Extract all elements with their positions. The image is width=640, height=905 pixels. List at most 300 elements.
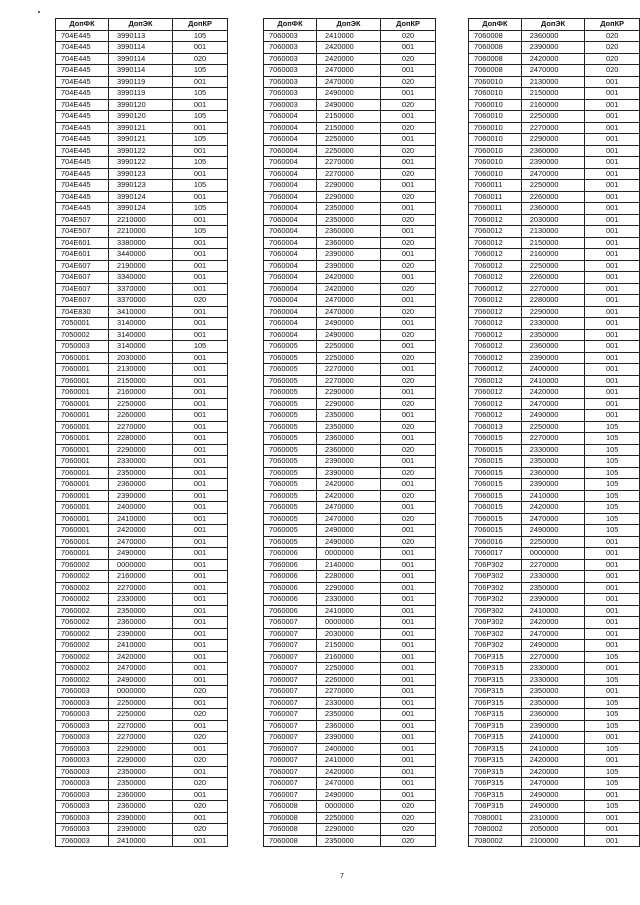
table-cell: 7060005 [264,433,317,445]
table-cell: 7060001 [56,398,109,410]
table-cell: 7060007 [264,686,317,698]
table-cell: 105 [173,226,228,238]
table-cell: 2390000 [521,157,585,169]
table-cell: 105 [173,180,228,192]
table-row [469,352,640,364]
table-cell: 020 [173,778,228,790]
table-cell: 7060012 [469,398,522,410]
table-cell: 2470000 [521,513,585,525]
table-cell: 001 [381,410,436,422]
table-row [56,812,228,824]
table-cell: 704E445 [56,30,109,42]
table-row [264,180,436,192]
table-cell: 2330000 [521,663,585,675]
table-row [264,548,436,560]
table-row [264,203,436,215]
table-cell: 001 [381,594,436,606]
table-row [469,65,640,77]
table-cell: 001 [173,364,228,376]
table-cell: 7060001 [56,490,109,502]
table-row [56,467,228,479]
table-cell: 2470000 [317,65,381,77]
table-row [56,421,228,433]
table-row [264,663,436,675]
table-row [264,732,436,744]
table-row [264,352,436,364]
table-cell: 2290000 [317,398,381,410]
table-cell: 7060001 [56,536,109,548]
table-row [469,720,640,732]
table-cell: 7060005 [264,364,317,376]
table-cell: 2390000 [317,249,381,261]
table-cell: 105 [585,444,640,456]
table-cell: 2250000 [317,134,381,146]
table-cell: 105 [585,525,640,537]
table-cell: 001 [585,111,640,123]
table-cell: 001 [585,410,640,422]
table-cell: 7060006 [264,548,317,560]
page-number: 7 [340,873,344,880]
table-row [264,364,436,376]
table-cell: 105 [585,513,640,525]
table-cell: 2160000 [317,651,381,663]
table-cell: 2490000 [109,548,173,560]
table-cell: 001 [585,295,640,307]
table-cell: 2420000 [521,387,585,399]
table-cell: 2420000 [317,490,381,502]
table-cell: 3140000 [109,318,173,330]
table-cell: 2420000 [521,53,585,65]
table-cell: 001 [585,76,640,88]
table-row [469,617,640,629]
table-cell: 2360000 [521,709,585,721]
table-cell: 2030000 [109,352,173,364]
header-row [56,19,228,31]
table-cell: 001 [381,743,436,755]
table-row [469,214,640,226]
table-cell: 7060008 [469,42,522,54]
table-cell: 7060004 [264,191,317,203]
table-cell: 3990121 [109,134,173,146]
table-cell: 001 [173,260,228,272]
table-row [264,421,436,433]
column-header: ДопФК [264,19,317,31]
table-row [264,341,436,353]
table-cell: 7060007 [264,743,317,755]
table-cell: 2270000 [109,582,173,594]
table-cell: 7060005 [264,398,317,410]
table-cell: 2470000 [521,628,585,640]
table-cell: 2470000 [317,295,381,307]
table-cell: 7060004 [264,145,317,157]
table-cell: 2470000 [317,502,381,514]
table-cell: 2490000 [317,88,381,100]
table-cell: 7060001 [56,364,109,376]
table-cell: 7060005 [264,341,317,353]
table-cell: 7080002 [469,835,522,847]
table-cell: 2290000 [317,191,381,203]
table-cell: 020 [381,421,436,433]
column-header: ДопФК [56,19,109,31]
table-cell: 2360000 [521,30,585,42]
table-cell: 105 [585,697,640,709]
table-cell: 3990114 [109,42,173,54]
table-cell: 7060012 [469,352,522,364]
table-cell: 2360000 [521,341,585,353]
table-cell: 001 [173,249,228,261]
table-row [469,364,640,376]
table-cell: 2420000 [317,479,381,491]
table-cell: 2390000 [317,467,381,479]
table-row [264,88,436,100]
table-row [469,111,640,123]
table-cell: 706P302 [469,628,522,640]
table-cell: 7060001 [56,433,109,445]
table-cell: 2250000 [317,663,381,675]
table-cell: 001 [585,686,640,698]
table-cell: 001 [585,145,640,157]
table-cell: 020 [381,53,436,65]
table-cell: 2280000 [317,571,381,583]
table-cell: 001 [585,180,640,192]
data-table-middle [263,18,436,847]
table-row [469,191,640,203]
table-cell: 020 [173,755,228,767]
table-row [264,295,436,307]
table-row [264,479,436,491]
table-cell: 2490000 [521,410,585,422]
table-row [56,134,228,146]
table-cell: 105 [173,203,228,215]
table-cell: 2270000 [521,122,585,134]
table-row [264,65,436,77]
table-row [264,525,436,537]
table-row [469,766,640,778]
table-cell: 001 [381,617,436,629]
table-cell: 001 [381,318,436,330]
table-row [264,122,436,134]
table-cell: 2360000 [109,617,173,629]
table-cell: 001 [585,398,640,410]
table-cell: 001 [381,272,436,284]
table-row [56,387,228,399]
table-cell: 7060002 [56,663,109,675]
table-cell: 001 [381,42,436,54]
table-row [56,686,228,698]
table-cell: 7060008 [469,30,522,42]
table-cell: 2360000 [317,226,381,238]
table-cell: 020 [381,375,436,387]
table-cell: 706P315 [469,686,522,698]
table-cell: 7060005 [264,421,317,433]
table-cell: 7060003 [56,766,109,778]
table-cell: 704E445 [56,111,109,123]
table-cell: 3990120 [109,99,173,111]
table-cell: 001 [585,536,640,548]
table-cell: 2150000 [317,111,381,123]
table-cell: 7060001 [56,387,109,399]
table-row [264,444,436,456]
table-cell: 704E445 [56,122,109,134]
table-cell: 2410000 [317,30,381,42]
table-cell: 7060003 [264,76,317,88]
table-row [56,329,228,341]
table-cell: 001 [173,594,228,606]
table-cell: 2360000 [317,444,381,456]
table-cell: 706P302 [469,582,522,594]
table-cell: 2290000 [109,743,173,755]
table-row [469,605,640,617]
table-cell: 020 [381,306,436,318]
table-row [56,191,228,203]
table-cell: 7060010 [469,134,522,146]
table-row [469,375,640,387]
table-cell: 706P302 [469,617,522,629]
table-row [469,444,640,456]
table-row [56,111,228,123]
table-cell: 2490000 [317,789,381,801]
table-cell: 7060002 [56,605,109,617]
table-cell: 7060004 [264,226,317,238]
table-cell: 001 [585,387,640,399]
table-cell: 3990122 [109,157,173,169]
table-cell: 001 [381,789,436,801]
table-row [469,134,640,146]
table-cell: 7060001 [56,502,109,514]
table-cell: 020 [381,467,436,479]
table-cell: 001 [173,789,228,801]
table-row [56,42,228,54]
table-row [56,835,228,847]
table-row [469,502,640,514]
table-cell: 001 [381,640,436,652]
table-cell: 2470000 [317,76,381,88]
table-row [56,444,228,456]
table-cell: 3370000 [109,283,173,295]
table-cell: 2470000 [521,778,585,790]
table-row [469,180,640,192]
table-cell: 7060003 [56,824,109,836]
table-row [469,536,640,548]
table-cell: 7060012 [469,364,522,376]
table-cell: 001 [173,329,228,341]
table-row [469,318,640,330]
table-row [264,640,436,652]
table-cell: 7060012 [469,295,522,307]
table-cell: 020 [381,444,436,456]
table-row [264,709,436,721]
table-row [56,375,228,387]
table-cell: 704E445 [56,99,109,111]
column-header: ДопКР [585,19,640,31]
table-row [56,559,228,571]
table-cell: 2400000 [109,502,173,514]
table-cell: 001 [585,812,640,824]
table-row [56,398,228,410]
table-row [469,53,640,65]
table-cell: 704E445 [56,203,109,215]
table-cell: 7060006 [264,594,317,606]
table-cell: 001 [173,697,228,709]
table-cell: 7060016 [469,536,522,548]
table-cell: 2390000 [521,720,585,732]
table-cell: 7060005 [264,456,317,468]
table-cell: 001 [173,490,228,502]
table-cell: 7060004 [264,214,317,226]
table-cell: 2030000 [317,628,381,640]
table-cell: 2470000 [317,778,381,790]
table-row [469,306,640,318]
table-cell: 2290000 [521,306,585,318]
table-row [56,490,228,502]
table-row [56,674,228,686]
table-cell: 7060010 [469,111,522,123]
table-cell: 704E601 [56,237,109,249]
table-cell: 001 [173,513,228,525]
table-cell: 7060003 [56,709,109,721]
table-row [264,513,436,525]
table-cell: 001 [585,249,640,261]
table-cell: 020 [173,53,228,65]
table-cell: 001 [381,295,436,307]
table-row [264,594,436,606]
column-header: ДопФК [469,19,522,31]
table-row [264,582,436,594]
table-row [264,53,436,65]
table-row [56,824,228,836]
table-cell: 704E445 [56,180,109,192]
table-cell: 2420000 [521,766,585,778]
table-row [264,502,436,514]
table-cell: 2470000 [317,306,381,318]
table-row [56,663,228,675]
table-cell: 2390000 [317,456,381,468]
table-cell: 7060012 [469,375,522,387]
table-cell: 3990124 [109,191,173,203]
table-cell: 7060002 [56,640,109,652]
table-cell: 001 [173,42,228,54]
table-cell: 7060003 [264,88,317,100]
table-cell: 105 [585,801,640,813]
table-cell: 020 [381,824,436,836]
table-cell: 001 [173,375,228,387]
data-table-right [468,18,640,847]
table-cell: 7060005 [264,375,317,387]
table-cell: 7060007 [264,674,317,686]
table-cell: 2270000 [521,651,585,663]
table-cell: 7060002 [56,617,109,629]
table-cell: 001 [173,306,228,318]
table-cell: 2210000 [109,214,173,226]
table-cell: 7060008 [264,835,317,847]
table-cell: 001 [585,548,640,560]
table-cell: 2270000 [521,283,585,295]
table-cell: 2250000 [317,341,381,353]
table-cell: 001 [173,743,228,755]
table-cell: 7060001 [56,456,109,468]
table-cell: 7060004 [264,295,317,307]
table-row [469,145,640,157]
column-header: ДопЭК [521,19,585,31]
table-row [469,410,640,422]
table-row [264,214,436,226]
table-cell: 001 [173,582,228,594]
table-row [469,548,640,560]
table-cell: 001 [173,444,228,456]
table-cell: 2360000 [317,433,381,445]
table-cell: 3990114 [109,65,173,77]
table-cell: 7060005 [264,467,317,479]
table-cell: 2050000 [521,824,585,836]
table-row [469,226,640,238]
table-row [264,76,436,88]
table-row [264,410,436,422]
table-cell: 7060004 [264,306,317,318]
table-cell: 2130000 [521,226,585,238]
table-cell: 7060002 [56,628,109,640]
table-cell: 2410000 [521,490,585,502]
table-row [56,479,228,491]
table-cell: 2140000 [317,559,381,571]
table-cell: 0000000 [109,686,173,698]
table-cell: 704E607 [56,272,109,284]
table-cell: 001 [381,663,436,675]
table-cell: 7060012 [469,249,522,261]
header-row [469,19,640,31]
table-cell: 704E445 [56,42,109,54]
table-cell: 020 [173,295,228,307]
table-row [56,249,228,261]
table-cell: 020 [381,30,436,42]
table-cell: 7060015 [469,433,522,445]
table-row [56,203,228,215]
table-row [264,283,436,295]
table-row [56,122,228,134]
table-cell: 001 [585,628,640,640]
table-row [56,226,228,238]
table-row [264,720,436,732]
table-cell: 0000000 [317,617,381,629]
table-row [264,467,436,479]
table-cell: 3140000 [109,329,173,341]
table-cell: 001 [381,686,436,698]
table-cell: 2490000 [521,525,585,537]
table-cell: 001 [381,479,436,491]
table-cell: 001 [585,605,640,617]
table-cell: 7060003 [56,755,109,767]
table-cell: 7060010 [469,157,522,169]
table-cell: 7060005 [264,410,317,422]
table-cell: 001 [381,525,436,537]
table-row [469,812,640,824]
table-row [56,536,228,548]
table-cell: 3340000 [109,272,173,284]
table-row [264,168,436,180]
table-cell: 001 [585,640,640,652]
table-cell: 7060007 [264,720,317,732]
table-cell: 7060010 [469,145,522,157]
table-cell: 7060003 [56,686,109,698]
table-cell: 2420000 [109,651,173,663]
table-row [56,364,228,376]
table-row [469,582,640,594]
table-cell: 7060001 [56,467,109,479]
table-row [469,789,640,801]
table-row [264,42,436,54]
table-row [264,571,436,583]
table-cell: 7060007 [264,663,317,675]
table-cell: 001 [173,214,228,226]
